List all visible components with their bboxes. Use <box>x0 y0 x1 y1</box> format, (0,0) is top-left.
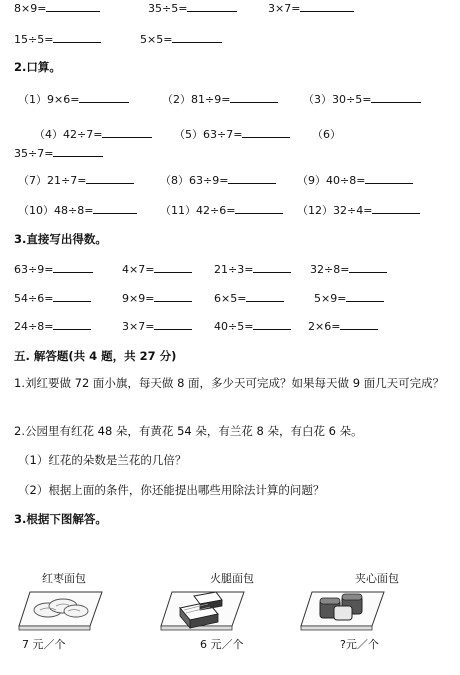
oral-problem-10: （10）48÷8= <box>18 202 137 218</box>
answer-blank[interactable] <box>53 145 103 157</box>
direct-problem-4: 32÷8= <box>310 261 387 276</box>
question-1: 1.刘红要做 72 面小旗，每天做 8 面，多少天可完成？如果每天做 9 面几天可完成？ <box>14 376 445 390</box>
answer-blank[interactable] <box>242 126 290 138</box>
oral-problem-11: （11）42÷6= <box>160 202 283 218</box>
answer-blank[interactable] <box>346 290 384 302</box>
answer-blank[interactable] <box>53 318 91 330</box>
oral-problem-12: （12）32÷4= <box>297 202 420 218</box>
oral-problem-8: （8）63÷9= <box>160 172 276 188</box>
answer-blank[interactable] <box>372 202 420 214</box>
direct-problem-2: 4×7= <box>122 261 192 276</box>
direct-problem-12: 2×6= <box>308 318 378 333</box>
oral-problem-6-label: （6） <box>312 128 341 141</box>
answer-blank[interactable] <box>53 261 93 273</box>
answer-blank[interactable] <box>53 290 91 302</box>
answer-blank[interactable] <box>246 290 284 302</box>
oral-problem-7: （7）21÷7= <box>18 172 134 188</box>
answer-blank[interactable] <box>340 318 378 330</box>
bread-name-ham: 火腿面包 <box>210 572 254 585</box>
oral-problem-9: （9）40÷8= <box>297 172 413 188</box>
ham-bread-icon <box>160 588 246 632</box>
answer-blank[interactable] <box>86 172 134 184</box>
oral-problem-1: （1）9×6= <box>18 91 129 107</box>
question-2: 2.公园里有红花 48 朵，有黄花 54 朵，有兰花 8 朵，有白花 6 朵。 <box>14 424 363 438</box>
direct-problem-10: 3×7= <box>122 318 192 333</box>
answer-blank[interactable] <box>154 261 192 273</box>
answer-blank[interactable] <box>53 31 101 43</box>
price-ham: 6 元／个 <box>200 638 244 651</box>
answer-blank[interactable] <box>172 31 222 43</box>
part5-title: 五. 解答题(共 4 题，共 27 分) <box>14 349 177 363</box>
oral-problem-5: （5）63÷7= <box>174 126 290 142</box>
direct-problem-7: 6×5= <box>214 290 284 305</box>
answer-blank[interactable] <box>371 91 421 103</box>
top-problem-1: 8×9= <box>14 0 100 15</box>
direct-problem-5: 54÷6= <box>14 290 91 305</box>
answer-blank[interactable] <box>253 261 291 273</box>
answer-blank[interactable] <box>154 290 192 302</box>
answer-blank[interactable] <box>349 261 387 273</box>
sandwich-bread-icon <box>300 588 386 632</box>
oral-problem-6: 35÷7= <box>14 145 103 160</box>
top-problem-5: 5×5= <box>140 31 222 46</box>
direct-problem-6: 9×9= <box>122 290 192 305</box>
question-3: 3.根据下图解答。 <box>14 512 107 526</box>
direct-problem-8: 5×9= <box>314 290 384 305</box>
price-sandwich: ?元／个 <box>340 638 379 651</box>
top-problem-2: 35÷5= <box>148 0 237 15</box>
bread-name-red-date: 红枣面包 <box>42 572 86 585</box>
answer-blank[interactable] <box>154 318 192 330</box>
top-problem-4: 15÷5= <box>14 31 101 46</box>
top-problem-3: 3×7= <box>268 0 354 15</box>
answer-blank[interactable] <box>228 172 276 184</box>
answer-blank[interactable] <box>235 202 283 214</box>
direct-problem-1: 63÷9= <box>14 261 93 276</box>
red-date-bread-icon <box>18 588 104 632</box>
question-2-sub2: （2）根据上面的条件，你还能提出哪些用除法计算的问题？ <box>18 483 325 497</box>
answer-blank[interactable] <box>365 172 413 184</box>
answer-blank[interactable] <box>230 91 278 103</box>
answer-blank[interactable] <box>102 126 152 138</box>
answer-blank[interactable] <box>253 318 291 330</box>
answer-blank[interactable] <box>300 0 354 12</box>
direct-problem-11: 40÷5= <box>214 318 291 333</box>
bread-name-sandwich: 夹心面包 <box>355 572 399 585</box>
answer-blank[interactable] <box>79 91 129 103</box>
direct-problem-9: 24÷8= <box>14 318 91 333</box>
oral-problem-3: （3）30÷5= <box>303 91 421 107</box>
question-2-sub1: （1）红花的朵数是兰花的几倍？ <box>18 453 187 467</box>
answer-blank[interactable] <box>93 202 137 214</box>
answer-blank[interactable] <box>46 0 100 12</box>
price-red-date: 7 元／个 <box>22 638 66 651</box>
section2-title: 2.口算。 <box>14 60 61 74</box>
direct-problem-3: 21÷3= <box>214 261 291 276</box>
answer-blank[interactable] <box>187 0 237 12</box>
section3-title: 3.直接写出得数。 <box>14 232 107 246</box>
oral-problem-2: （2）81÷9= <box>162 91 278 107</box>
oral-problem-4: （4）42÷7= <box>34 126 152 142</box>
